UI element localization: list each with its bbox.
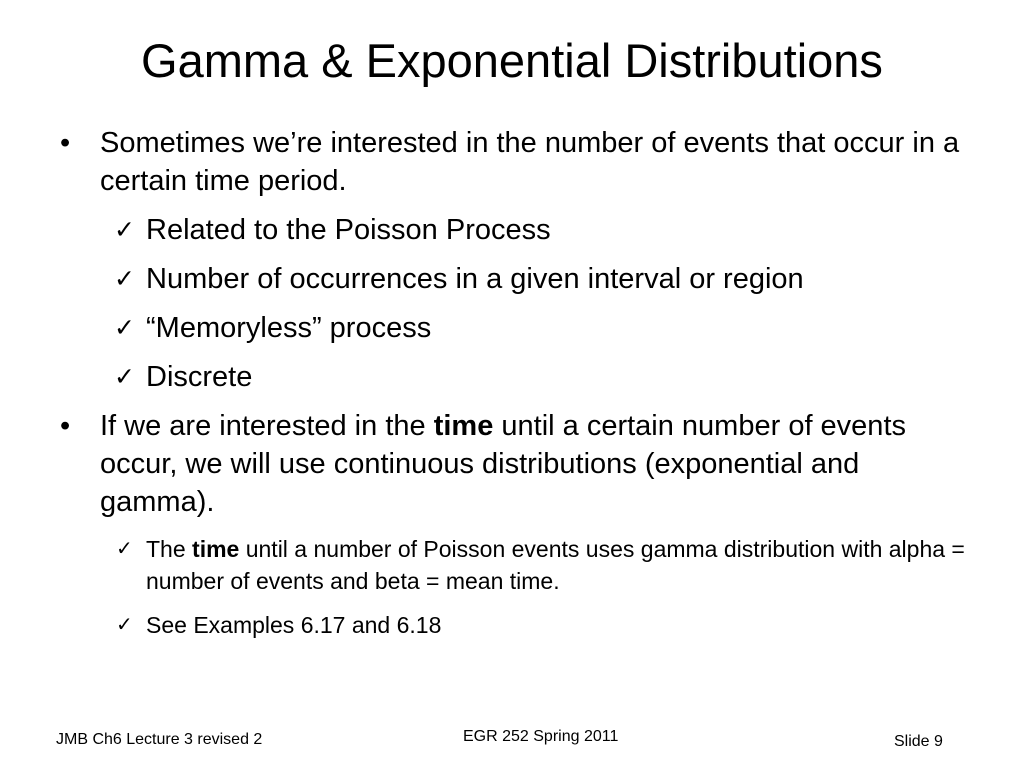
check-item-text-emphasis: time (192, 536, 240, 562)
bullet-icon: • (60, 127, 71, 159)
check-item (116, 609, 986, 641)
bullet-text: Sometimes we’re interested in the number of events that occur in a certain time period. (100, 127, 960, 197)
check-item (114, 309, 986, 347)
check-item-text-part: until a number of Poisson events uses gamma distribution with alpha = number of events and beta = mean time. (146, 536, 965, 594)
bullet-item (60, 407, 980, 521)
check-item-text: See Examples 6.17 and 6.18 (146, 612, 442, 638)
checkmark-icon: ✓ (116, 538, 133, 560)
check-item-text: Number of occurrences in a given interval or region (146, 263, 804, 295)
check-item-text: Related to the Poisson Process (146, 214, 551, 246)
bullet-text-emphasis: time (433, 410, 494, 442)
checkmark-icon: ✓ (114, 314, 135, 342)
footer-left: JMB Ch6 Lecture 3 revised 2 (56, 731, 263, 748)
checkmark-icon: ✓ (114, 216, 135, 244)
check-item-text: “Memoryless” process (146, 312, 432, 344)
check-item-text-part: The (146, 536, 193, 562)
bullet-text-part: If we are interested in the (100, 410, 434, 442)
check-item (114, 260, 986, 298)
bullet-text-part: until a certain number of events occur, we will use continuous distributions (exponential and gamma). (100, 410, 906, 518)
check-item (116, 533, 986, 597)
bullet-item (60, 124, 980, 200)
slide-content (0, 124, 1024, 641)
check-item-text: Discrete (146, 361, 253, 393)
slide-title: Gamma & Exponential Distributions (141, 34, 883, 87)
checkmark-icon: ✓ (114, 265, 135, 293)
bullet-icon: • (60, 410, 71, 442)
check-item (114, 211, 986, 249)
checkmark-icon: ✓ (114, 363, 135, 391)
footer-center: EGR 252 Spring 2011 (463, 728, 619, 745)
checkmark-icon: ✓ (116, 614, 133, 636)
check-item (114, 358, 986, 396)
footer-slide-number: Slide 9 (894, 733, 943, 750)
